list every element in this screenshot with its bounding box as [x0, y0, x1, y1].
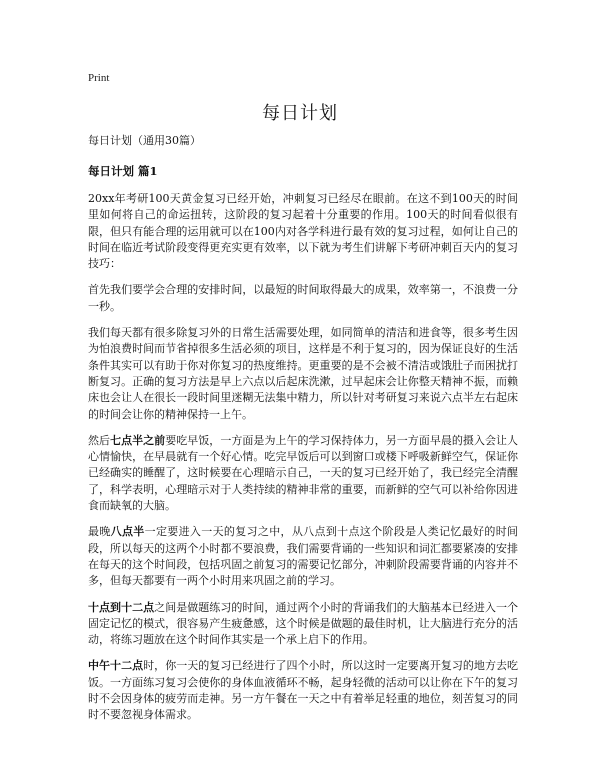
- paragraph-text: 首先我们要学会合理的安排时间，以最短的时间取得最大的成果，效率第一，不浪费一分一秒。: [88, 283, 518, 313]
- paragraph-text-rest: 要吃早饭，一方面是为上午的学习保持体力，另一方面早晨的摄入会让人心情愉快，在早晨就有一个好心情。吃完早饭后可以到窗口或楼下呼吸新鲜空气，保证你已经确实的睡醒了，这时候要在心理暗示自己，一天的复习已经开始了，我已经完全清醒了，科学表明，心理暗示对于人类持续的精神非常的重要，而新鲜的空气可以补给你因进食而缺氧的大脑。: [88, 433, 519, 513]
- paragraph-text-rest: 时，你一天的复习已经进行了四个小时，所以这时一定要离开复习的地方去吃饭。一方面练习复习会使你的身体血液循环不畅，起身轻微的活动可以让你在下午的复习时不会因身体的疲劳而走神。另一方午餐在一天之中有着举足轻重的地位，刻苦复习的同时不要忽视身体需求。: [88, 659, 519, 722]
- section-heading: 每日计划 篇1: [88, 164, 158, 178]
- paragraph-emphasis: 七点半之前: [110, 433, 166, 447]
- paragraph-5: [88, 524, 518, 589]
- paragraph-text-rest: 之间是做题练习的时间，通过两个小时的背诵我们的大脑基本已经进入一个固定记忆的模式，很容易产生疲惫感，这个时候是做题的最佳时机，让大脑进行充分的活动，将练习题放在这个时间作其实是一个承上启下的作用。: [88, 600, 519, 647]
- paragraph-emphasis: 八点半: [110, 525, 145, 539]
- paragraph-1: [88, 191, 518, 272]
- paragraph-6: [88, 600, 518, 649]
- paragraph-text: 然后: [88, 433, 111, 447]
- paragraph-emphasis: 中午十二点: [88, 659, 144, 673]
- document-body: [88, 133, 518, 734]
- paragraph-3: [88, 325, 518, 423]
- paragraph-4: [88, 433, 518, 514]
- subtitle: 每日计划（通用30篇）: [88, 134, 201, 147]
- paragraph-2: [88, 282, 518, 315]
- paragraph-7: [88, 658, 518, 723]
- paragraph-text: 我们每天都有很多除复习外的日常生活需要处理，如同简单的清洁和进食等，很多考生因为怕浪费时间而节省掉很多生活必须的项目，这样是不利于复习的，因为保证良好的生活条件其实可以有助于你对你复习的热度维持。更重要的是不会被不清洁或饿肚子而困扰打断复习。正确的复习方法是早上六点以后起床洗漱，过早起床会让你整天精神不振，而赖床也会让人在很长一段时间里迷糊无法集中精力，所以针对考研复习来说六点半左右起床的时间会让你的精神保持一上午。: [88, 326, 518, 421]
- page-title: 每日计划: [262, 103, 338, 124]
- paragraph-text-rest: 一定要进入一天的复习之中，从八点到十点这个阶段是人类记忆最好的时间段，所以每天的这两个小时都不要浪费，我们需要背诵的一些知识和词汇都要紧凑的安排在每天的这个时间段，包括巩固之前复习的需要记忆部分，冲刺阶段需要背诵的内容并不多，但每天都要有一两个小时用来巩固之前的学习。: [88, 525, 519, 588]
- paragraph-text: 最晚: [88, 525, 111, 539]
- print-link[interactable]: Print: [88, 72, 110, 84]
- paragraph-emphasis: 十点到十二点: [88, 600, 155, 614]
- paragraph-text: 20xx年考研100天黄金复习已经开始，冲刺复习已经尽在眼前。在这不到100天的时间里如何将自己的命运扭转，这阶段的复习起着十分重要的作用。100天的时间看似很有限，但只有能合理的运用就可以在100内对各学科进行最有效的复习过程，如何让自己的时间在临近考试阶段变得更充实更有效率，以下就为考生们讲解下考研冲刺百天内的复习技巧：: [88, 192, 518, 271]
